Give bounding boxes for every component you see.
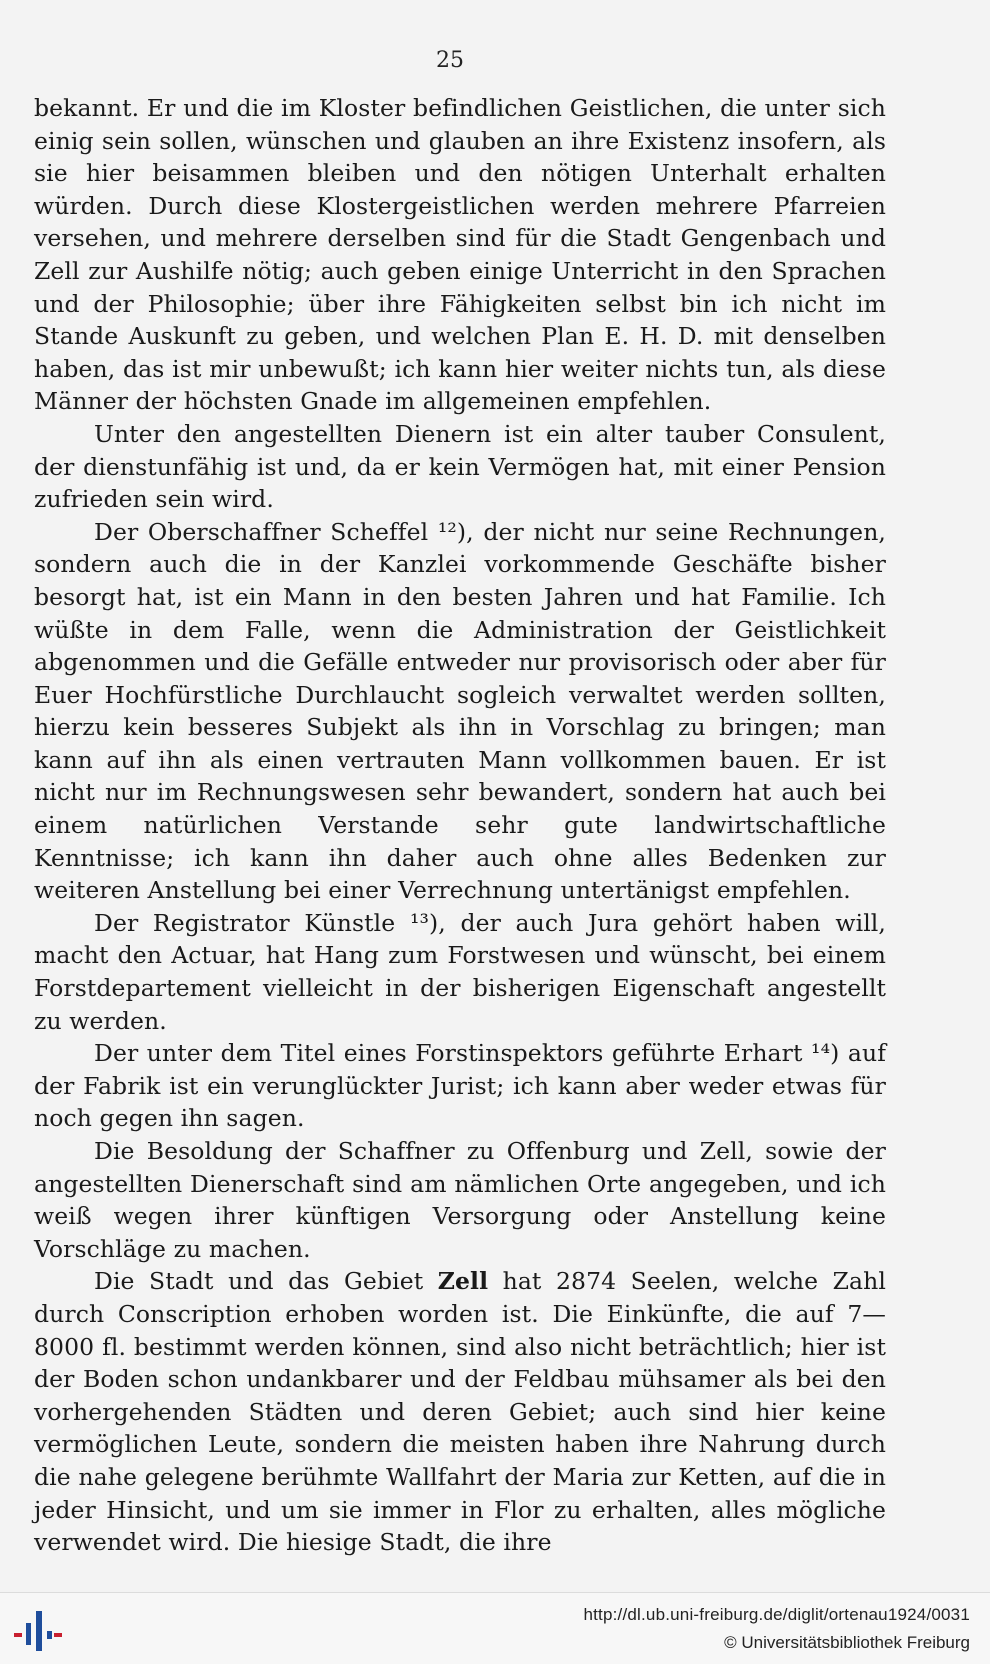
page-number: 25 xyxy=(436,48,464,73)
place-name-zell: Zell xyxy=(437,1267,489,1296)
paragraph-7-rest: hat 2874 Seelen, welche Zahl durch Conscription erhoben worden ist. Die Einkünfte, die auf 7—8000 fl. bestimmt werden können, sind also nicht beträchtlich; hier ist der Boden schon undankbarer und der Feldbau mühsamer als bei den vorhergehenden Städten und deren Gebiet; auch sind hier keine vermöglichen Leute, sondern die meisten haben ihre Nahrung durch die nahe gelegene berühmte Wallfahrt der Maria zur Ketten, auf die in jeder Hinsicht, und um sie immer in Flor zu erhalten, alles mögliche verwendet wird. Die hiesige Stadt, die ihre xyxy=(34,1267,886,1557)
paragraph-3: Der Oberschaffner Scheffel ¹²), der nicht nur seine Rechnungen, sondern auch die in der Kanzlei vorkommende Geschäfte bisher besorgt hat, ist ein Mann in den besten Jahren und hat Familie. Ich wüßte in dem Falle, wenn die Administration der Geistlichkeit abgenommen und die Gefälle entweder nur provisorisch oder aber für Euer Hochfürstliche Durchlaucht sogleich verwaltet werden sollten, hierzu kein besseres Subjekt als ihn in Vorschlag zu bringen; man kann auf ihn als einen vertrauten Mann vollkommen bauen. Er ist nicht nur im Rechnungswesen sehr bewandert, sondern hat auch bei einem natürlichen Verstande sehr gute landwirtschaftliche Kenntnisse; ich kann ihn daher auch ohne alles Bedenken zur weiteren Anstellung bei einer Verrechnung untertänigst empfehlen. xyxy=(34,517,886,905)
paragraph-1: bekannt. Er und die im Kloster befindlichen Geistlichen, die unter sich einig sein sollen, wünschen und glauben an ihre Existenz insofern, als sie hier beisammen bleiben und den nötigen Unterhalt erhalten würden. Durch diese Klostergeistlichen werden mehrere Pfarreien versehen, und mehrere derselben sind für die Stadt Gengenbach und Zell zur Aushilfe nötig; auch geben einige Unterricht in den Sprachen und der Philosophie; über ihre Fähigkeiten selbst bin ich nicht im Stande Auskunft zu geben, und welchen Plan E. H. D. mit denselben haben, das ist mir unbewußt; ich kann hier weiter nichts tun, als diese Männer der höchsten Gnade im allgemeinen empfehlen. xyxy=(34,94,886,416)
paragraph-5: Der unter dem Titel eines Forstinspektors geführte Erhart ¹⁴) auf der Fabrik ist ein verunglückter Jurist; ich kann aber weder etwas für noch gegen ihn sagen. xyxy=(34,1039,886,1133)
footer-bar xyxy=(0,1592,990,1664)
body-text xyxy=(34,92,886,1559)
paragraph-6: Die Besoldung der Schaffner zu Offenburg und Zell, sowie der angestellten Dienerschaft sind am nämlichen Orte angegeben, und ich weiß wegen ihrer künftigen Versorgung oder Anstellung keine Vorschläge zu machen. xyxy=(34,1137,886,1263)
paragraph-2: Unter den angestellten Dienern ist ein alter tauber Consulent, der dienstunfähig ist und, da er kein Vermögen hat, mit einer Pension zufrieden sein wird. xyxy=(34,419,886,514)
paragraph-4: Der Registrator Künstle ¹³), der auch Jura gehört haben will, macht den Actuar, hat Hang zum Forstwesen und wünscht, bei einem Forstdepartement vielleicht in der bisherigen Eigenschaft angestellt zu werden. xyxy=(34,908,886,1035)
university-library-logo-icon[interactable] xyxy=(12,1609,64,1653)
paragraph-7-start: Die Stadt und das Gebiet xyxy=(94,1267,438,1296)
paragraph-7 xyxy=(34,1265,886,1558)
source-url-link[interactable]: http://dl.ub.uni-freiburg.de/diglit/ortenau1924/0031 xyxy=(583,1605,970,1624)
copyright-text: © Universitätsbibliothek Freiburg xyxy=(724,1633,970,1652)
